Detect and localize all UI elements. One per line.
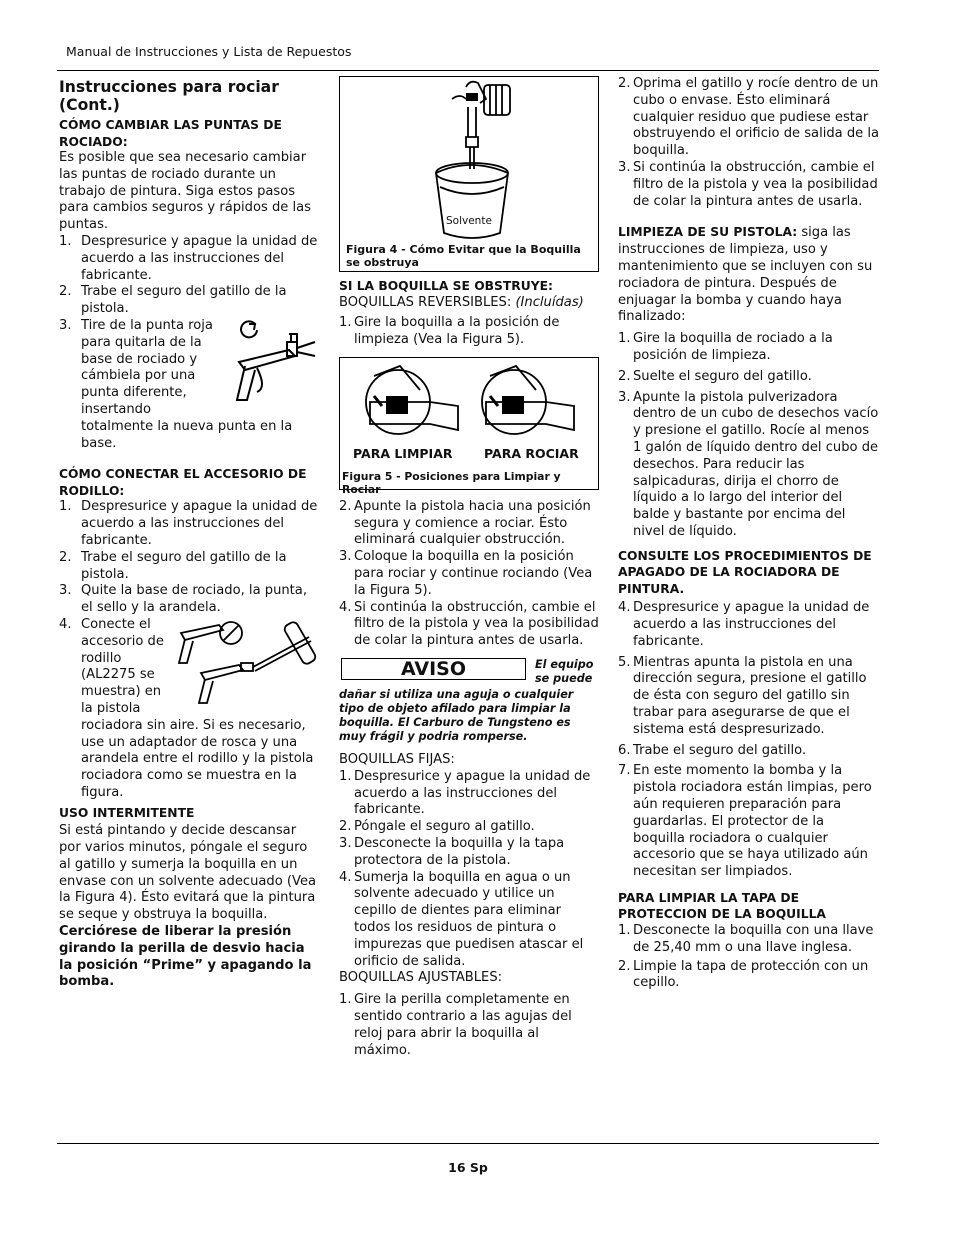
list-item: 3. Tire de la punta roja para quitarla de la base de rociado y cámbiela por una punta diferente, insertando totalmente la nueva punta en la base.: [59, 318, 319, 452]
list-item: 2. Limpie la tapa de protección con un cepillo.: [618, 958, 869, 991]
adjustable-tips-steps: [339, 992, 599, 1059]
list-item: 4. Despresurice y apague la unidad de acuerdo a las instrucciones del fabricante.: [618, 600, 870, 649]
reversible-tips-label: BOQUILLAS REVERSIBLES: (Incluídas): [339, 294, 584, 310]
change-tips-intro: Es posible que sea necesario cambiar las puntas de rociado durante un trabajo de pintura. Siga estos pasos para cambios seguros y rápidos de las puntas.: [59, 150, 311, 233]
roller-steps: [59, 499, 319, 801]
figure-4-caption: Figura 4 - Cómo Evitar que la Boquilla se obstruya: [346, 243, 581, 269]
list-item: 3. Quite la base de rociado, la punta, el sello y la arandela.: [59, 583, 307, 616]
tip-positions-illustration: [340, 358, 598, 444]
list-item: 2. Trabe el seguro del gatillo de la pistola.: [59, 549, 287, 582]
cleaning-paragraph: LIMPIEZA DE SU PISTOLA: siga las instrucciones de limpieza, uso y mantenimiento que se incluyen con su rociadora de pintura. Después de enjuagar la bomba y cuando haya finalizado:: [618, 225, 873, 325]
aviso-text: dañar si utiliza una aguja o cualquier tipo de objeto afilado para limpiar la boquilla. El Carburo de Tungsteno es muy frágil y podria romperse.: [339, 688, 574, 744]
column-2: [339, 76, 599, 1059]
roller-attachment-illustration: [175, 619, 325, 705]
list-item: 2. Trabe el seguro del gatillo de la pistola.: [59, 284, 287, 317]
footer-rule: [57, 1143, 879, 1144]
change-tips-heading: CÓMO CAMBIAR LAS PUNTAS DE ROCIADO:: [59, 118, 282, 149]
list-item: 2. Suelte el seguro del gatillo.: [618, 368, 812, 384]
list-item: 1. Despresurice y apague la unidad de acuerdo a las instrucciones del fabricante.: [339, 768, 591, 818]
list-item: 2. Apunte la pistola hacia una posición segura y comience a rociar. Ésto eliminará cualquier obstrucción.: [339, 498, 591, 548]
list-item: 7. En este momento la bomba y la pistola rociadora están limpias, pero aún requieren preparación para guardarlas. El protector de la boquilla rociadora o cualquier accesorio que se haya utilizado aún necesitan ser limpiados.: [618, 763, 872, 880]
running-header: Manual de Instrucciones y Lista de Repuestos: [66, 44, 352, 59]
column-3: [618, 76, 880, 992]
clog-heading: SI LA BOQUILLA SE OBSTRUYE:: [339, 279, 553, 293]
shutdown-steps: [618, 600, 880, 881]
clog-steps-c: [618, 76, 880, 210]
list-item: 2. Póngale el seguro al gatillo.: [339, 819, 535, 835]
list-item: 5. Mientras apunta la pistola en una dirección segura, presione el gatillo de ésta con seguro del gatillo sin trabar para asegurarse de que el sistema está despresurizado.: [618, 654, 867, 737]
list-item: 6. Trabe el seguro del gatillo.: [618, 742, 807, 758]
figure-4: [339, 76, 599, 272]
clog-steps-a: [339, 315, 599, 349]
list-item: 1. Gire la boquilla a la posición de limpieza (Vea la Figura 5).: [339, 315, 560, 348]
aviso-side-text: El equipo se puede: [535, 658, 594, 686]
page-number: 16 Sp: [448, 1160, 488, 1175]
list-item: 1. Despresurice y apague la unidad de acuerdo a las instrucciones del fabricante.: [59, 233, 318, 283]
shutdown-heading: CONSULTE LOS PROCEDIMIENTOS DE APAGADO DE LA ROCIADORA DE PINTURA.: [618, 548, 872, 596]
clean-position-label: PARA LIMPIAR: [353, 445, 453, 461]
list-item: 1. Despresurice y apague la unidad de acuerdo a las instrucciones del fabricante.: [59, 499, 318, 548]
fixed-tips-label: BOQUILLAS FIJAS:: [339, 752, 455, 768]
figure-5: [339, 357, 599, 496]
roller-heading: CÓMO CONECTAR EL ACCESORIO DE RODILLO:: [59, 467, 307, 498]
column-1: [59, 78, 319, 991]
list-item: 2. Oprima el gatillo y rocíe dentro de un cubo o envase. Ésto eliminará cualquier residuo que pudiese estar obstruyendo el orificio de salida de la boquilla.: [618, 76, 880, 159]
fixed-tips-steps: [339, 769, 599, 971]
intermittent-text: Si está pintando y decide descansar por varios minutos, póngale el seguro al gatillo y sumerja la boquilla en un envase con un solvente adecuado (Vea la Figura 4). Ésto evitará que la pintura se seque y obstruya la boquilla.: [59, 823, 317, 923]
list-item: 4. Conecte el accesorio de rodillo (AL2275 se muestra) en la pistola rociadora sin aire. Si es necesario, use un adaptador de rosca y una arandela entre el rodillo y la pistola rociadora como se muestra en la figura.: [59, 617, 319, 802]
spray-gun-tip-illustration: [227, 318, 319, 406]
list-item: 1. Gire la boquilla de rociado a la posición de limpieza.: [618, 331, 833, 363]
list-item: 1. Gire la perilla completamente en sentido contrario a las agujas del reloj para abrir la boquilla al máximo.: [339, 992, 572, 1058]
clog-steps-b: [339, 499, 599, 650]
list-item: 4. Si continúa la obstrucción, cambie el filtro de la pistola y vea la posibilidad de colar la pintura antes de usarla.: [339, 599, 599, 649]
intermittent-heading: USO INTERMITENTE: [59, 805, 195, 820]
intermittent-warning: Cerciórese de liberar la presión girando la perilla de desvio hacia la posición “Prime” y apagando la bomba.: [59, 923, 312, 990]
list-item: 3. Apunte la pistola pulverizadora dentro de un cubo de desechos vacío y presione el gatillo. Rocíe al menos 1 galón de líquido dentro del cubo de desechos. Para reducir las salpicaduras, dirija el chorro de líquido a lo largo del interior del balde y bastante por encima del nivel de líquido.: [618, 389, 879, 539]
list-item: 3. Desconecte la boquilla y la tapa protectora de la pistola.: [339, 836, 565, 868]
aviso-label: AVISO: [341, 658, 526, 680]
section-title: Instrucciones para rociar (Cont.): [59, 78, 279, 114]
list-item: 4. Sumerja la boquilla en agua o un solvente adecuado y utilice un cepillo de dientes para eliminar todos los residuos de pintura o impurezas que puedisen atascar el orificio de salida.: [339, 869, 584, 969]
spray-position-label: PARA ROCIAR: [484, 445, 579, 461]
header-rule: [57, 70, 879, 71]
list-item: 3. Coloque la boquilla en la posición para rociar y continue rociando (Vea la Figura 5).: [339, 549, 593, 598]
cap-steps: [618, 923, 880, 992]
cap-heading: PARA LIMPIAR LA TAPA DE PROTECCION DE LA BOQUILLA: [618, 890, 826, 922]
figure-5-caption: Figura 5 - Posiciones para Limpiar y Rociar: [342, 469, 561, 496]
list-item: 1. Desconecte la boquilla con una llave de 25,40 mm o una llave inglesa.: [618, 922, 874, 955]
list-item: 3. Si continúa la obstrucción, cambie el filtro de la pistola y vea la posibilidad de colar la pintura antes de usarla.: [618, 159, 878, 209]
change-tips-steps: [59, 234, 319, 452]
cleaning-steps: [618, 331, 880, 541]
solvent-label: Solvente: [446, 215, 492, 227]
adjustable-tips-label: BOQUILLAS AJUSTABLES:: [339, 970, 503, 986]
aviso-notice: [339, 658, 599, 688]
